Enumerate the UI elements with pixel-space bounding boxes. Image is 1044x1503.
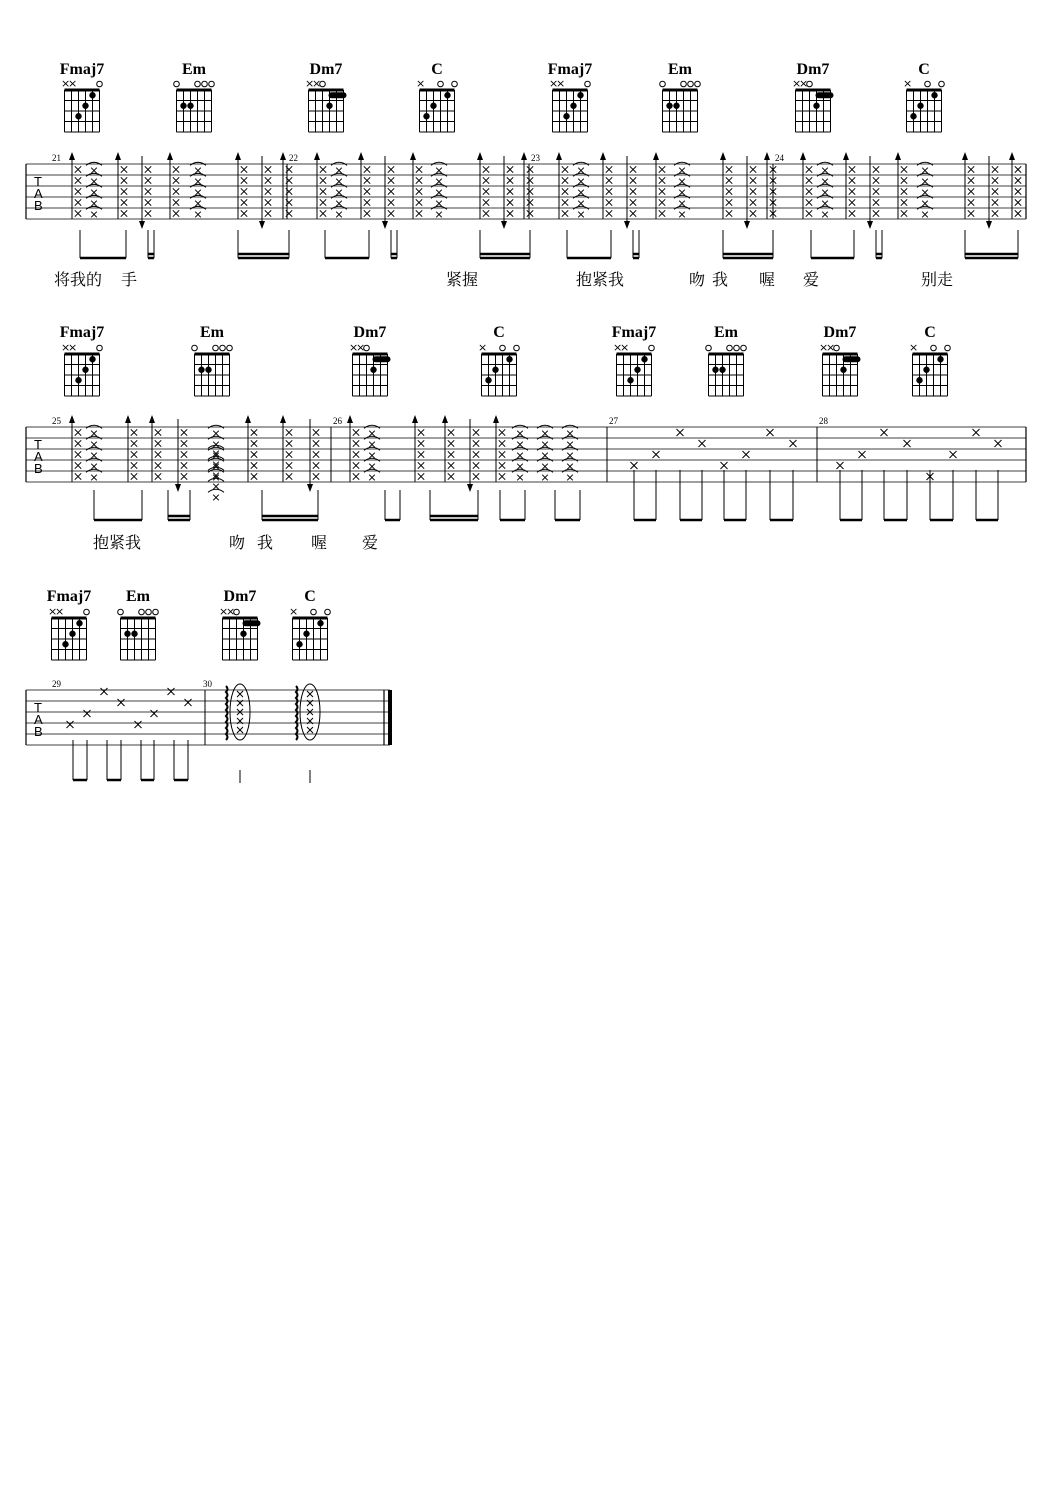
strum-arrowhead [744,221,750,229]
open-string-mark [452,81,458,87]
tie-arc [208,478,224,481]
finger-dot [563,113,569,119]
open-string-mark [195,81,201,87]
measure-number: 21 [52,153,61,163]
strum-arrowhead [764,152,770,160]
measure-number: 30 [203,679,212,689]
chord-name: Em [668,61,692,78]
strum-arrowhead [843,152,849,160]
finger-dot [666,103,672,109]
strum-arrowhead [358,152,364,160]
finger-dot [370,367,376,373]
strum-arrowhead [895,152,901,160]
open-string-mark [202,81,208,87]
strum-arrowhead [412,415,418,423]
strum-arrowhead [167,152,173,160]
lyric: 吻 [229,533,246,552]
open-string-mark [727,345,733,351]
open-string-mark [695,81,701,87]
open-string-mark [84,609,90,615]
finger-dot [627,377,633,383]
muted-string-mark: × [799,77,809,90]
finger-dot [712,367,718,373]
strum-arrowhead [382,221,388,229]
finger-dot [444,92,450,98]
lyric: 抱紧我 [576,270,625,289]
finger-dot [205,367,211,373]
finger-dot [840,367,846,373]
open-string-mark [97,345,103,351]
strum-arrowhead [501,221,507,229]
muted-string-mark: × [61,341,71,354]
finger-dot [198,367,204,373]
chord-name: Em [714,324,738,341]
lyric: 喔 [759,270,776,289]
chord-name: C [918,61,930,78]
chord-name: Dm7 [353,324,387,341]
chord-name: Em [126,588,150,605]
chord-name: Fmaj7 [59,324,105,341]
muted-string-mark: × [819,341,829,354]
open-string-mark [325,609,331,615]
open-string-mark [174,81,180,87]
strum-arrowhead [149,415,155,423]
tab-clef-letter: T [34,437,42,452]
chord-name: Dm7 [309,61,343,78]
finger-dot [303,631,309,637]
finger-dot [719,367,725,373]
muted-string-mark: × [903,77,913,90]
open-string-mark [514,345,520,351]
measure-number: 25 [52,416,61,426]
strum-arrowhead [720,152,726,160]
muted-string-mark: × [549,77,559,90]
tab-clef-letter: B [34,724,43,739]
strum-arrowhead [69,415,75,423]
open-string-mark [192,345,198,351]
finger-dot [131,631,137,637]
open-string-mark [311,609,317,615]
chord-name: C [924,324,936,341]
open-string-mark [438,81,444,87]
chord-name: Dm7 [223,588,257,605]
finger-dot [240,631,246,637]
finger-dot [931,92,937,98]
strum-arrowhead [139,221,145,229]
open-string-mark [734,345,740,351]
lyric: 喔 [311,533,328,552]
measure-number: 23 [531,153,540,163]
strum-arrowhead [280,152,286,160]
chord-name: C [493,324,505,341]
muted-string-mark: × [289,605,299,618]
measure-number: 27 [609,416,618,426]
finger-dot [570,103,576,109]
muted-string-mark: × [48,605,58,618]
open-string-mark [681,81,687,87]
strum-arrowhead [235,152,241,160]
finger-dot [82,367,88,373]
barre-mark [329,92,347,98]
muted-string-mark: × [826,341,836,354]
strum-arrowhead [653,152,659,160]
strum-arrowhead [962,152,968,160]
lyric: 爱 [803,270,820,289]
tab-clef-letter: B [34,198,43,213]
muted-string-mark: × [61,77,71,90]
muted-string-mark: × [416,77,426,90]
muted-string-mark: × [219,605,229,618]
tab-clef-letter: A [34,449,43,464]
finger-dot [813,103,819,109]
strum-arrowhead [410,152,416,160]
open-string-mark [585,81,591,87]
barre-mark [843,356,861,362]
chord-name: C [431,61,443,78]
measure-number: 29 [52,679,61,689]
finger-dot [124,631,130,637]
finger-dot [485,377,491,383]
finger-dot [76,620,82,626]
finger-dot [423,113,429,119]
lyric: 紧握 [446,270,479,289]
strum-arrowhead [1009,152,1015,160]
barre-mark [816,92,834,98]
muted-string-mark: × [312,77,322,90]
finger-dot [180,103,186,109]
lyric: 我 [257,533,274,552]
finger-dot [634,367,640,373]
muted-string-mark: × [55,605,65,618]
chord-name: Em [182,61,206,78]
open-string-mark [925,81,931,87]
lyric: 抱紧我 [93,533,142,552]
chord-name: Fmaj7 [611,324,657,341]
measure-number: 28 [819,416,828,426]
muted-string-mark: × [478,341,488,354]
finger-dot [910,113,916,119]
finger-dot [82,103,88,109]
open-string-mark [97,81,103,87]
strum-arrowhead [314,152,320,160]
tab-clef-letter: T [34,174,42,189]
finger-dot [326,103,332,109]
open-string-mark [931,345,937,351]
open-string-mark [220,345,226,351]
open-string-mark [660,81,666,87]
strum-arrowhead [115,152,121,160]
finger-dot [89,92,95,98]
chord-name: Fmaj7 [59,61,105,78]
chord-name: C [304,588,316,605]
muted-string-mark: × [556,77,566,90]
open-string-mark [146,609,152,615]
open-string-mark [227,345,233,351]
strum-arrowhead [986,221,992,229]
muted-string-mark: × [356,341,366,354]
finger-dot [673,103,679,109]
muted-string-mark: × [909,341,919,354]
tab-clef-letter: A [34,712,43,727]
open-string-mark [153,609,159,615]
open-string-mark [706,345,712,351]
strum-arrowhead [624,221,630,229]
open-string-mark [741,345,747,351]
finger-dot [430,103,436,109]
muted-string-mark: × [305,77,315,90]
finger-dot [577,92,583,98]
chord-name: Dm7 [823,324,857,341]
muted-string-mark: × [792,77,802,90]
open-string-mark [500,345,506,351]
strum-arrowhead [521,152,527,160]
strum-arrowhead [175,484,181,492]
strum-arrowhead [280,415,286,423]
muted-string-mark: × [620,341,630,354]
tab-clef-letter: A [34,186,43,201]
measure-number: 26 [333,416,342,426]
strum-arrowhead [467,484,473,492]
measure-number: 24 [775,153,784,163]
finger-dot [296,641,302,647]
open-string-mark [209,81,215,87]
lyric: 手 [121,270,138,289]
strum-arrowhead [867,221,873,229]
finger-dot [62,641,68,647]
strum-arrowhead [307,484,313,492]
tab-clef-letter: T [34,700,42,715]
barre-mark [373,356,391,362]
strum-arrowhead [556,152,562,160]
muted-string-mark: × [613,341,623,354]
open-string-mark [139,609,145,615]
chord-name: Fmaj7 [46,588,92,605]
finger-dot [506,356,512,362]
lyric: 爱 [362,533,379,552]
finger-dot [75,113,81,119]
tie-arc [208,489,224,492]
muted-string-mark: × [68,341,78,354]
chord-name: Em [200,324,224,341]
strum-arrowhead [347,415,353,423]
open-string-mark [118,609,124,615]
strum-arrowhead [477,152,483,160]
muted-string-mark: × [349,341,359,354]
barre-mark [243,620,261,626]
finger-dot [69,631,75,637]
open-string-mark [945,345,951,351]
lyric: 将我的 [54,270,103,289]
open-string-mark [939,81,945,87]
finger-dot [916,377,922,383]
lyric: 我 [712,270,729,289]
lyric: 别走 [921,270,954,289]
muted-string-mark: × [68,77,78,90]
chord-name: Fmaj7 [547,61,593,78]
finger-dot [937,356,943,362]
chord-name: Dm7 [796,61,830,78]
open-string-mark [213,345,219,351]
lyric: 吻 [689,270,706,289]
finger-dot [317,620,323,626]
strum-arrowhead [125,415,131,423]
strum-arrowhead [493,415,499,423]
finger-dot [641,356,647,362]
finger-dot [923,367,929,373]
open-string-mark [688,81,694,87]
strum-arrowhead [600,152,606,160]
finger-dot [492,367,498,373]
arpeggio-wave [296,686,298,740]
tab-clef-letter: B [34,461,43,476]
finger-dot [917,103,923,109]
finger-dot [89,356,95,362]
open-string-mark [649,345,655,351]
strum-arrowhead [800,152,806,160]
muted-string-mark: × [226,605,236,618]
strum-arrowhead [69,152,75,160]
arpeggio-wave [226,686,228,740]
finger-dot [75,377,81,383]
strum-arrowhead [259,221,265,229]
measure-number: 22 [289,153,298,163]
finger-dot [187,103,193,109]
strum-arrowhead [245,415,251,423]
strum-arrowhead [442,415,448,423]
